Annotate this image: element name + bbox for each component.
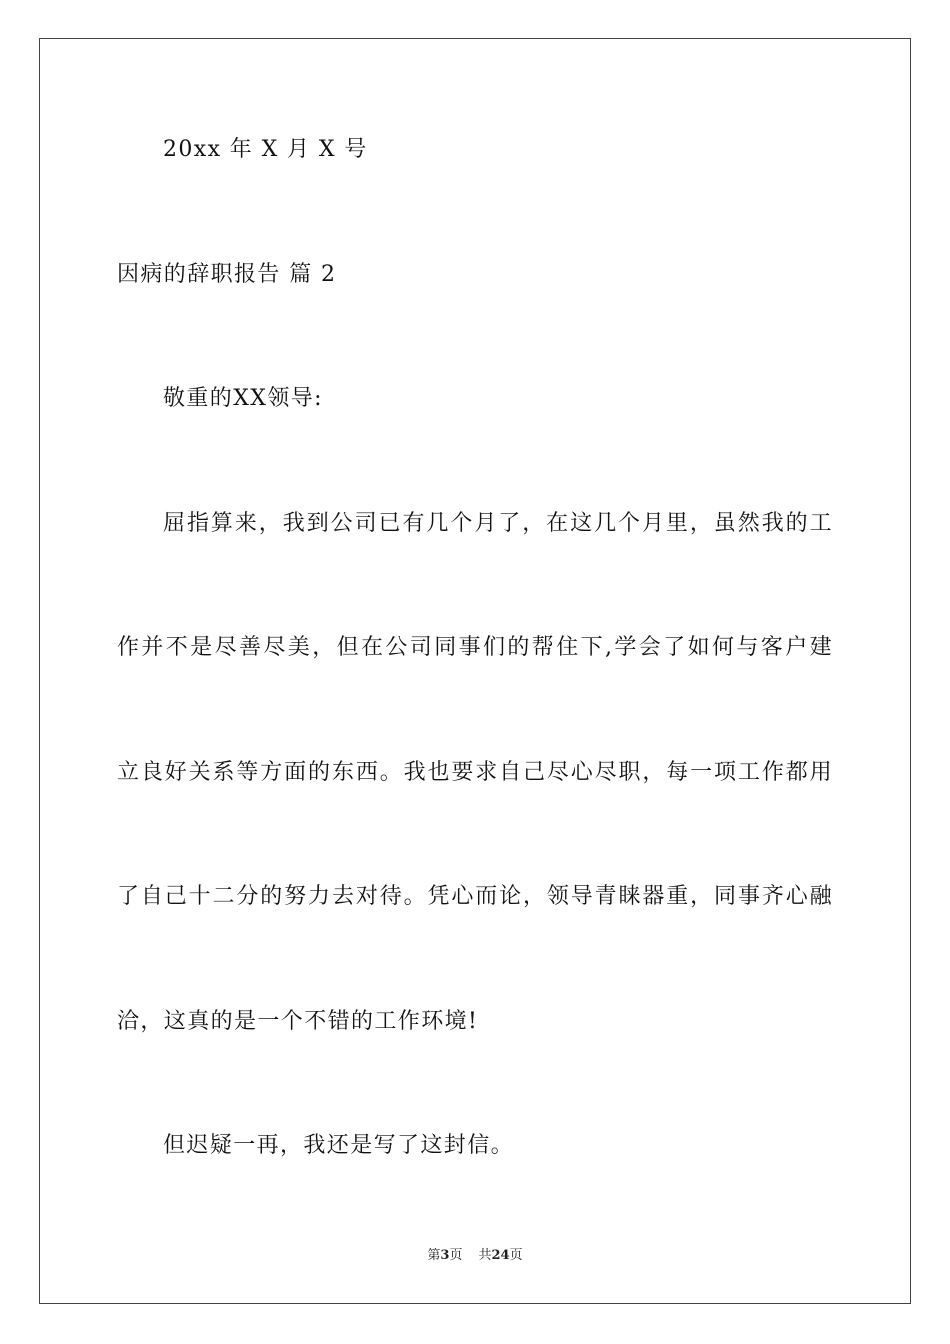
date-line: 20xx 年 X 月 X 号 bbox=[163, 137, 368, 162]
total-page-count: 24 bbox=[491, 1248, 510, 1263]
paragraph-line: 但迟疑一再，我还是写了这封信。 bbox=[163, 1133, 515, 1158]
paragraph-line: 洽，这真的是一个不错的工作环境! bbox=[117, 1009, 479, 1034]
total-suffix: 页 bbox=[509, 1248, 523, 1263]
page-suffix: 页 bbox=[449, 1248, 463, 1263]
total-prefix: 共 bbox=[478, 1248, 492, 1263]
salutation: 敬重的XX领导: bbox=[163, 386, 323, 411]
paragraph-line: 作并不是尽善尽美，但在公司同事们的帮住下,学会了如何与客户建 bbox=[117, 635, 833, 660]
paragraph-line: 了自己十二分的努力去对待。凭心而论，领导青睐器重，同事齐心融 bbox=[117, 884, 833, 909]
page-prefix: 第 bbox=[427, 1248, 441, 1263]
section-heading: 因病的辞职报告 篇 2 bbox=[117, 262, 337, 287]
current-page-number: 3 bbox=[440, 1248, 450, 1263]
page-footer bbox=[0, 1247, 950, 1265]
paragraph-line: 屈指算来，我到公司已有几个月了，在这几个月里，虽然我的工 bbox=[163, 511, 833, 536]
paragraph-line: 立良好关系等方面的东西。我也要求自己尽心尽职，每一项工作都用 bbox=[117, 760, 833, 785]
page-border bbox=[39, 38, 911, 1304]
